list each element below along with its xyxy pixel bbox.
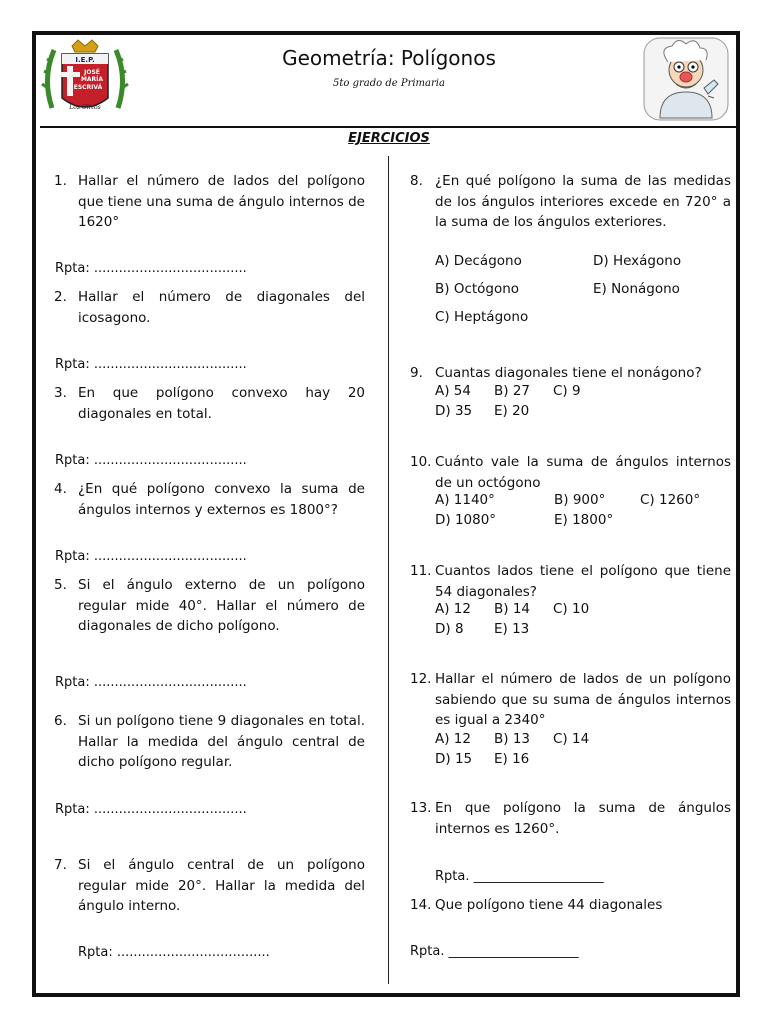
- question-number: 3.: [54, 385, 67, 401]
- logo-text-maria: MARÍA: [80, 76, 104, 83]
- option: B) 900°: [554, 492, 606, 508]
- question-number: 7.: [54, 857, 67, 873]
- question-5: [54, 575, 365, 637]
- question-2: [54, 287, 365, 328]
- question-number: 5.: [54, 577, 67, 593]
- option: C) 9: [553, 383, 581, 399]
- answer-line-4: Rpta: .....................................: [55, 549, 247, 564]
- question-text: En que polígono convexo hay 20 diagonales en total.: [78, 385, 365, 422]
- question-10: [410, 452, 731, 493]
- answer-line-2: Rpta: .....................................: [55, 357, 247, 372]
- option: E) 16: [494, 751, 530, 767]
- option: D) 15: [435, 751, 473, 767]
- question-6: [54, 711, 365, 773]
- answer-line-1: Rpta: .....................................: [55, 261, 247, 276]
- option: D) 8: [435, 621, 464, 637]
- logo-text-jose: JOSÉ: [84, 69, 100, 76]
- column-divider: [388, 156, 389, 984]
- option: B) Octógono: [435, 281, 520, 297]
- question-text: Si el ángulo externo de un polígono regular mide 40°. Hallar el número de diagonales de dicho polígono.: [78, 577, 365, 634]
- answer-line-7: Rpta: .....................................: [78, 945, 270, 960]
- question-number: 1.: [54, 173, 67, 189]
- option: B) 13: [494, 731, 530, 747]
- question-8: [410, 171, 731, 233]
- answer-line-14: Rpta. ____________________: [410, 944, 579, 959]
- question-text: Hallar el número de diagonales del icosagono.: [78, 289, 365, 326]
- question-text: Cuantas diagonales tiene el nonágono?: [435, 365, 702, 381]
- question-text: Cuantos lados tiene el polígono que tiene 54 diagonales?: [435, 563, 731, 600]
- question-number: 9.: [410, 365, 423, 381]
- page-title: Geometría: Polígonos: [282, 46, 496, 70]
- question-text: En que polígono la suma de ángulos internos es 1260°.: [435, 800, 731, 837]
- option: E) 20: [494, 403, 530, 419]
- question-text: Hallar el número de lados del polígono que tiene una suma de ángulo internos de 1620°: [78, 173, 365, 230]
- answer-line-6: Rpta: .....................................: [55, 802, 247, 817]
- question-number: 13.: [410, 800, 432, 816]
- question-number: 4.: [54, 481, 67, 497]
- logo-text-olivos: Los Olivos: [69, 104, 101, 111]
- question-number: 6.: [54, 713, 67, 729]
- header-divider: [40, 126, 736, 128]
- question-4: [54, 479, 365, 520]
- option: A) 54: [435, 383, 471, 399]
- answer-line-5: Rpta: .....................................: [55, 675, 247, 690]
- question-13: [410, 798, 731, 839]
- question-text: Hallar el número de lados de un polígono sabiendo que su suma de ángulos internos es igual a 2340°: [435, 671, 731, 728]
- question-text: ¿En qué polígono la suma de las medidas de los ángulos interiores excede en 720° a la suma de los ángulos exteriores.: [435, 173, 731, 230]
- question-number: 12.: [410, 671, 432, 687]
- option: C) 1260°: [640, 492, 701, 508]
- section-title: EJERCICIOS: [348, 131, 430, 146]
- option: A) Decágono: [435, 253, 522, 269]
- option: C) 14: [553, 731, 590, 747]
- question-3: [54, 383, 365, 424]
- option: D) 35: [435, 403, 473, 419]
- option: A) 12: [435, 601, 471, 617]
- page-subtitle: 5to grado de Primaria: [333, 78, 445, 89]
- question-number: 2.: [54, 289, 67, 305]
- question-text: ¿En qué polígono convexo la suma de ángulos internos y externos es 1800°?: [78, 481, 365, 518]
- question-number: 14.: [410, 897, 432, 913]
- question-1: [54, 171, 365, 233]
- question-7: [54, 855, 365, 917]
- question-9: [410, 363, 731, 384]
- question-number: 10.: [410, 454, 432, 470]
- school-logo: [40, 38, 130, 122]
- question-text: Si un polígono tiene 9 diagonales en total. Hallar la medida del ángulo central de dicho polígono regular.: [78, 713, 365, 770]
- option: E) 1800°: [554, 512, 614, 528]
- logo-text-iep: I.E.P.: [75, 56, 95, 64]
- answer-line-3: Rpta: .....................................: [55, 453, 247, 468]
- question-text: Cuánto vale la suma de ángulos internos de un octógono: [435, 454, 731, 491]
- option: A) 12: [435, 731, 471, 747]
- question-text: Que polígono tiene 44 diagonales: [435, 897, 663, 913]
- option: D) Hexágono: [593, 253, 682, 269]
- question-number: 8.: [410, 173, 423, 189]
- option: B) 27: [494, 383, 530, 399]
- answer-line-13: Rpta. ____________________: [435, 869, 604, 884]
- option: E) 13: [494, 621, 530, 637]
- question-number: 11.: [410, 563, 432, 579]
- option: B) 14: [494, 601, 530, 617]
- scientist-mascot-icon: [642, 36, 730, 122]
- option: C) Heptágono: [435, 309, 529, 325]
- question-11: [410, 561, 731, 602]
- option: A) 1140°: [435, 492, 495, 508]
- option: C) 10: [553, 601, 590, 617]
- option: E) Nonágono: [593, 281, 680, 297]
- question-text: Si el ángulo central de un polígono regular mide 20°. Hallar la medida del ángulo interno.: [78, 857, 365, 914]
- logo-text-escriva: ESCRIVÁ: [73, 84, 103, 91]
- question-12: [410, 669, 731, 731]
- question-14: [410, 895, 731, 916]
- option: D) 1080°: [435, 512, 497, 528]
